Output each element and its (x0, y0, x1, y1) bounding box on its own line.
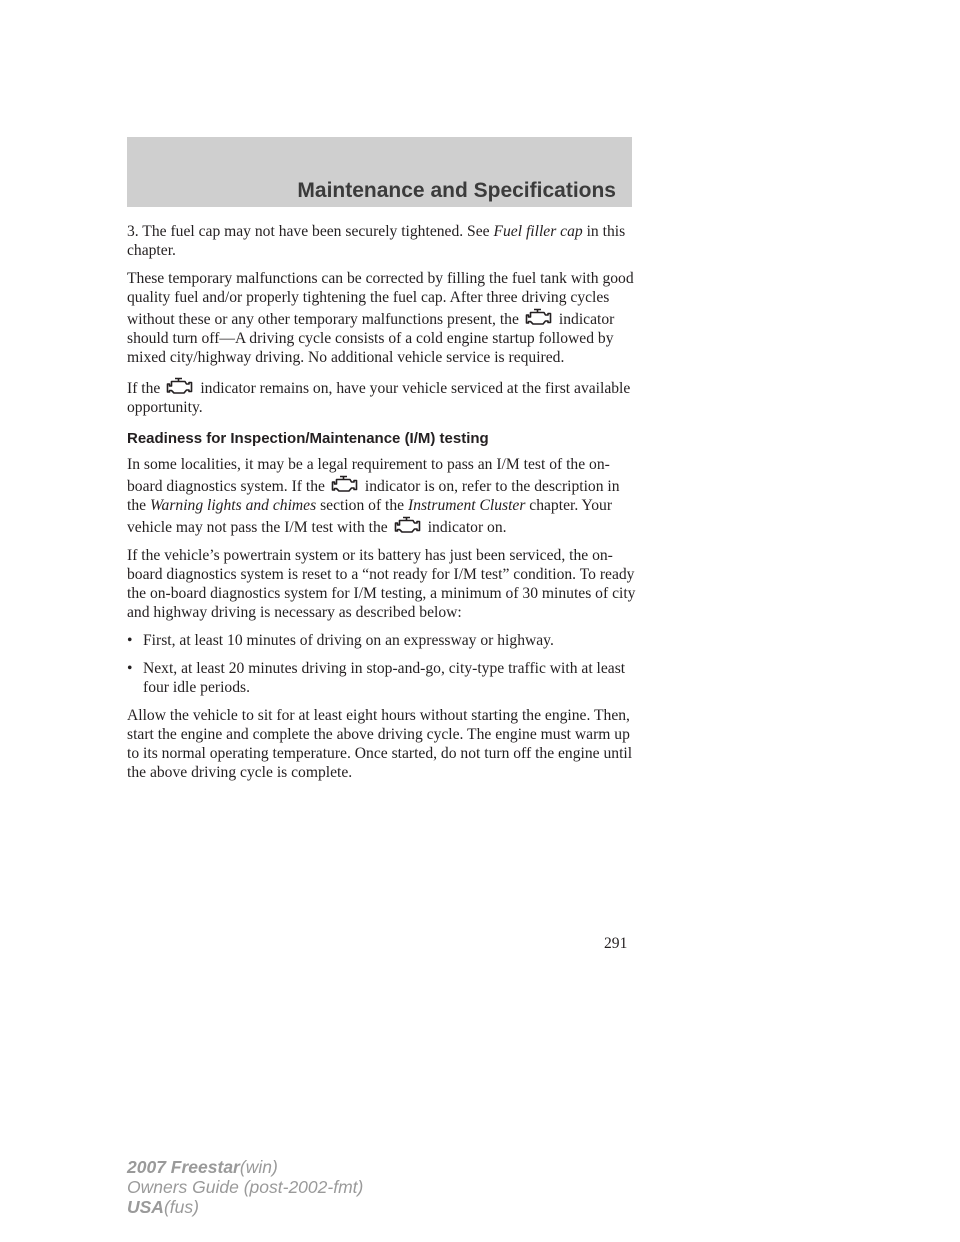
footer-line-market: USA(fus) (127, 1197, 199, 1217)
paragraph-fuel-cap: 3. The fuel cap may not have been securely tightened. See Fuel filler cap in this chapter. (127, 223, 626, 259)
reference-warning-lights: Warning lights and chimes (149, 497, 317, 514)
bullet-marker: • (127, 632, 133, 649)
list-item: • Next, at least 20 minutes driving in stop-and-go, city-type traffic with at least four idle periods. (127, 660, 626, 696)
footer-line-model: 2007 Freestar(win) (127, 1157, 278, 1177)
footer-line-guide: Owners Guide (post-2002-fmt) (127, 1177, 364, 1197)
page-content (127, 222, 637, 791)
reference-instrument-cluster: Instrument Cluster (408, 497, 526, 514)
paragraph-temporary-malfunctions: These temporary malfunctions can be corrected by filling the fuel tank with good quality fuel and/or properly tightening the fuel cap. After three driving cycles without these or any other temporary malfunctions present, the indicator should turn off—A driving cycle consists of a cold engine startup followed by mixed city/highway driving. No additional vehicle service is required. (127, 270, 634, 366)
section-header-band (127, 137, 632, 207)
bullet-marker: • (127, 660, 133, 677)
check-engine-icon (388, 515, 428, 534)
check-engine-icon (160, 376, 200, 395)
reference-fuel-filler-cap: Fuel filler cap (493, 223, 583, 240)
check-engine-icon (325, 474, 365, 493)
section-heading: Readiness for Inspection/Maintenance (I/M) testing (127, 430, 489, 447)
section-title: Maintenance and Specifications (297, 179, 616, 202)
paragraph-indicator-remains-on: If the indicator remains on, have your vehicle serviced at the first available opportunity. (127, 376, 637, 417)
paragraph-powertrain-serviced: If the vehicle’s powertrain system or its battery has just been serviced, the on-board diagnostics system is reset to a “not ready for I/M test” condition. To ready the on-board diagnostics system for I/M testing, a minimum of 30 minutes of city and highway driving is necessary as described below: (127, 547, 636, 621)
paragraph-im-test: In some localities, it may be a legal requirement to pass an I/M test of the on-board diagnostics system. If the indicator is on, refer to the description in the Warning lights and chimes section of the Instrument Cluster chapter. Your vehicle may not pass the I/M test with the indicator on. (127, 456, 620, 536)
check-engine-icon (519, 307, 559, 326)
list-item: • First, at least 10 minutes of driving on an expressway or highway. (127, 632, 554, 649)
document-footer (127, 1157, 363, 1217)
paragraph-allow-vehicle-to-sit: Allow the vehicle to sit for at least eight hours without starting the engine. Then, start the engine and complete the above driving cycle. The engine must warm up to its normal operating temperature. Once started, do not turn off the engine until the above driving cycle is complete. (127, 707, 633, 781)
page-number: 291 (604, 935, 628, 952)
